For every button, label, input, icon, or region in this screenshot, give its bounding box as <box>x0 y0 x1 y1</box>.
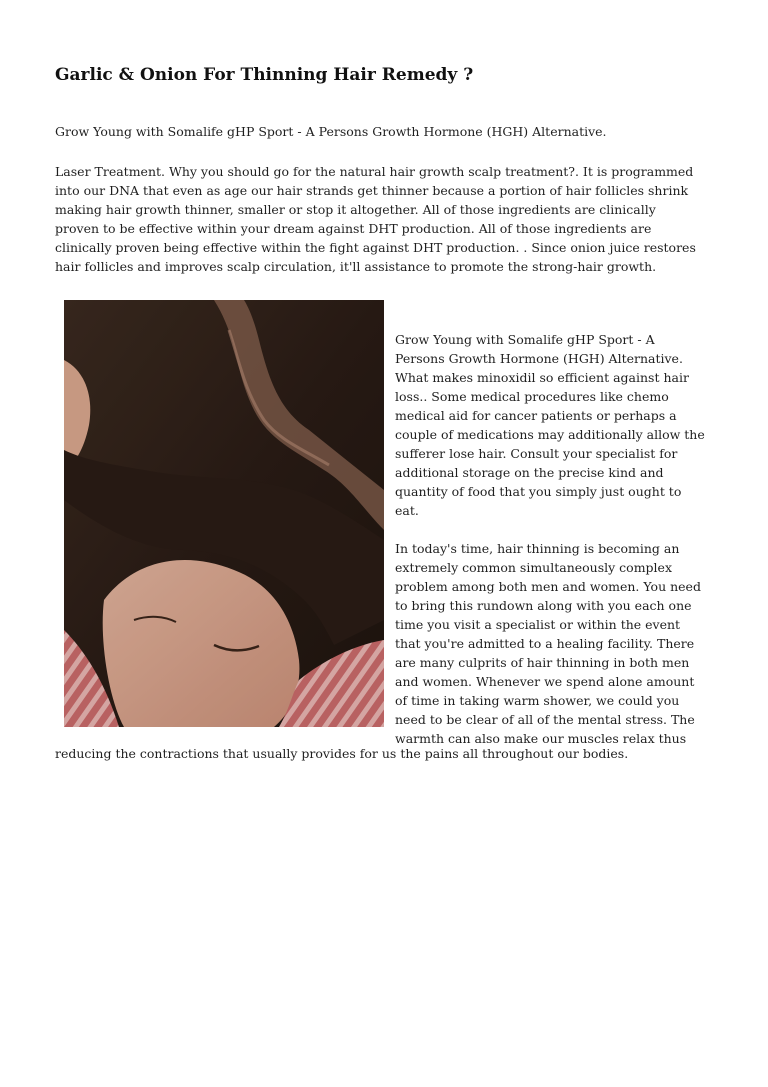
text-line: and women. Whenever we spend alone amount <box>395 674 695 689</box>
text-line: quantity of food that you simply just ought to <box>395 484 682 499</box>
text-line: sufferer lose hair. Consult your specialist for <box>395 446 678 461</box>
text-line: Grow Young with Somalife gHP Sport - A <box>395 332 655 347</box>
text-line: extremely common simultaneously complex <box>395 560 672 575</box>
text-line: problem among both men and women. You need <box>395 579 701 594</box>
page-title: Garlic & Onion For Thinning Hair Remedy ? <box>55 65 474 85</box>
text-line: into our DNA that even as age our hair strands get thinner because a portion of hair follicles shrink <box>55 183 689 198</box>
paragraph-gap <box>395 520 715 539</box>
body-paragraph-1 <box>55 162 720 276</box>
text-line: additional storage on the precise kind and <box>395 465 664 480</box>
hair-photo-illustration <box>64 300 384 727</box>
text-line: that you're admitted to a healing facility. There <box>395 636 695 651</box>
text-line: to bring this rundown along with you each one <box>395 598 692 613</box>
intro-paragraph: Grow Young with Somalife gHP Sport - A Persons Growth Hormone (HGH) Alternative. <box>55 124 607 139</box>
text-line: What makes minoxidil so efficient against hair <box>395 370 689 385</box>
text-line: warmth can also make our muscles relax thus <box>395 731 687 746</box>
text-line: couple of medications may additionally allow the <box>395 427 705 442</box>
text-line: time you visit a specialist or within the event <box>395 617 681 632</box>
text-line: making hair growth thinner, smaller or stop it altogether. All of those ingredients are clinically <box>55 202 656 217</box>
text-line: proven to be effective within your dream against DHT production. All of those ingredients are <box>55 221 652 236</box>
text-line: clinically proven being effective within the fight against DHT production. . Since onion juice restores <box>55 240 696 255</box>
text-line: of time in taking warm shower, we could you <box>395 693 680 708</box>
text-line: loss.. Some medical procedures like chemo <box>395 389 669 404</box>
side-text-column <box>395 330 715 748</box>
hair-photo <box>64 300 384 727</box>
text-line: Persons Growth Hormone (HGH) Alternative. <box>395 351 683 366</box>
text-line: medical aid for cancer patients or perhaps a <box>395 408 677 423</box>
text-line: Laser Treatment. Why you should go for the natural hair growth scalp treatment?. It is programmed <box>55 164 694 179</box>
text-line: are many culprits of hair thinning in both men <box>395 655 690 670</box>
text-line: hair follicles and improves scalp circulation, it'll assistance to promote the strong-hair growth. <box>55 259 657 274</box>
closing-line: reducing the contractions that usually provides for us the pains all throughout our bodies. <box>55 746 629 761</box>
text-line: eat. <box>395 503 419 518</box>
text-line: In today's time, hair thinning is becoming an <box>395 541 680 556</box>
text-line: need to be clear of all of the mental stress. The <box>395 712 695 727</box>
